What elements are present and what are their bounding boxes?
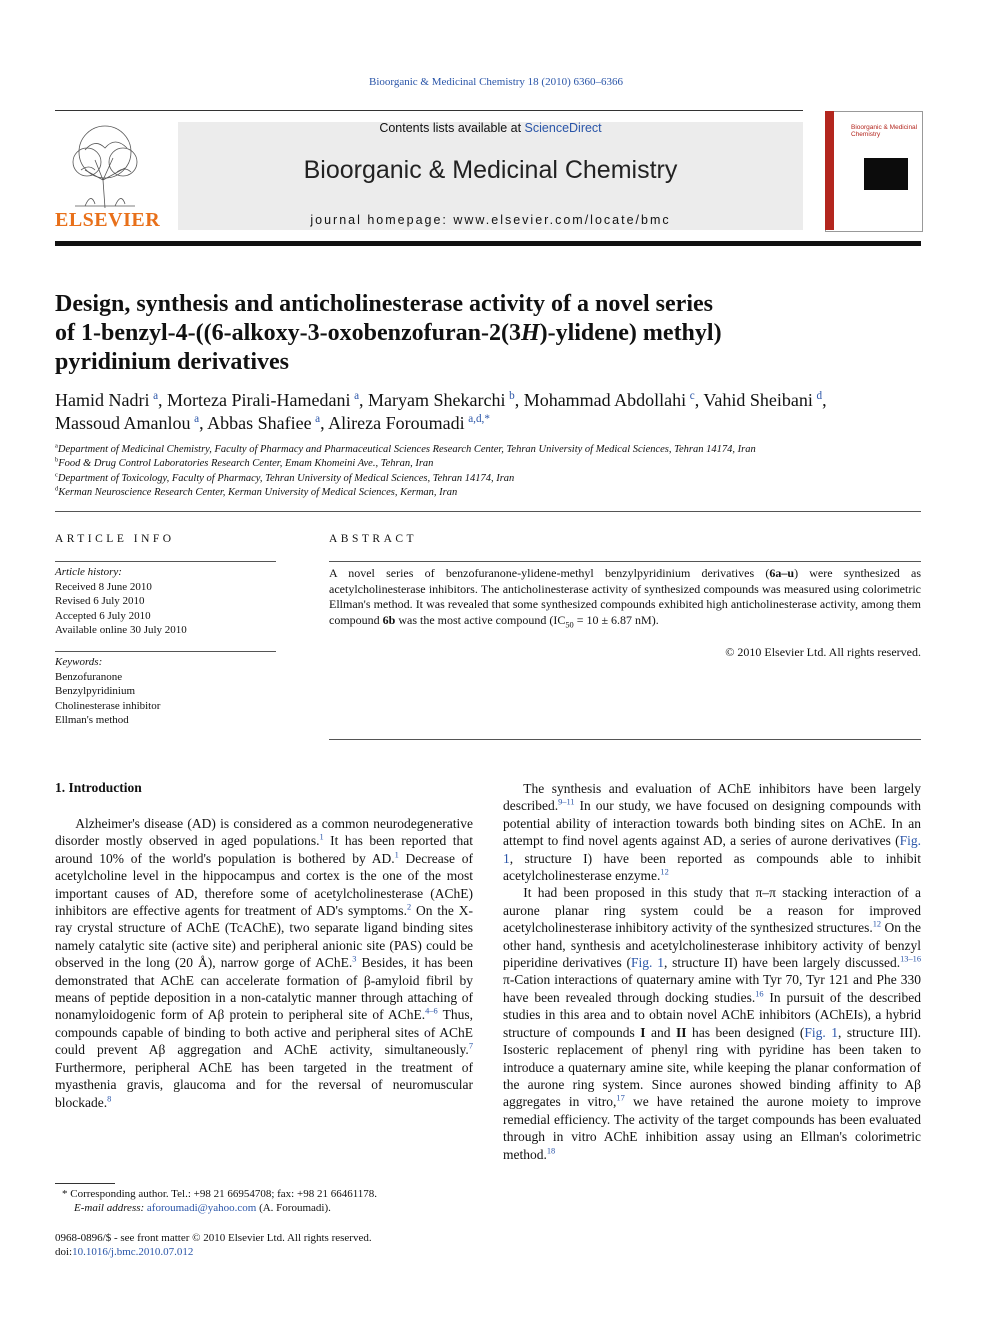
author[interactable]: Morteza Pirali-Hamedani $^a$: [167, 390, 360, 410]
author[interactable]: Alireza Foroumadi $^{a,d,*}$: [328, 413, 490, 433]
author[interactable]: Hamid Nadri $^a$: [55, 390, 159, 410]
header-top-rule: [55, 110, 803, 111]
title-line-2-end: )-ylidene) methyl): [539, 320, 722, 346]
abstract-heading: ABSTRACT: [329, 533, 418, 545]
history-revised: Revised 6 July 2010: [55, 595, 145, 607]
article-history: [55, 565, 276, 638]
history-online: Available online 30 July 2010: [55, 624, 187, 636]
affiliation-d: $^d$Kerman Neuroscience Research Center, Kerman University of Medical Sciences, Kerman, Iran: [55, 485, 458, 498]
title-italic-h: H: [520, 320, 540, 346]
keyword: Cholinesterase inhibitor: [55, 699, 161, 712]
abstract-text: A novel series of benzofuranone-ylidene-methyl benzylpyridinium derivatives (6a–u) were synthesized as acetylcholinesterase inhibitors. The anticholinesterase activity of synthesized compounds was measured using colorimetric Ellman's method. It was revealed that some synthesized compounds exhibited high anticholinesterase activity, among them compound 6b was the most active compound ($IC_{50} = 10 \pm 6.87$ nM).: [329, 566, 921, 630]
intro-paragraph-1: Alzheimer's disease (AD) is considered as a common neurodegenerative disorder mostly observed in aged populations.$^1$ It has been reported that around 10% of the world's population is bothered by AD.$^1$ Decrease of acetylcholine level in the hippocampus and cortex is the one of the most important causes of AD, therefore some of acetylcholinesterase (AChE) inhibitors are effective agents for treatment of AD's symptoms.$^2$ On the X-ray crystal structure of AChE (TcAChE), two separate ligand binding sites namely catalytic site (active site) and peripheral anionic site (PAS) could be observed in the long (20 Å), narrow gorge of AChE.$^3$ Besides, it has been demonstrated that AChE can accelerate formation of β-amyloid fibril by means of peptide deposition in a non-catalytic manner through attaching of nonamyloidogenic form of Aβ protein to peripheral site of AChE.$^{4-6}$ Thus, compounds capable of binding to both active and peripheral sites of AChE could prevent Aβ aggregation and AChE activity, simultaneously.$^7$ Furthermore, peripheral AChE has been targeted in the treatment of myasthenia gravis, glaucoma and for the reversal of neuromuscular blockade.$^8$: [55, 816, 473, 1110]
intro-paragraph-3: It had been proposed in this study that π–π stacking interaction of a aurone planar ring system could be a reason for improved acetylcholinesterase inhibitory activity of the synthesized structures.$^{12}$ On the other hand, synthesis and acetylcholinesterase inhibitory activity of benzyl piperidine derivatives (Fig. 1, structure II) have been largely discussed.$^{13-16}$ π-Cation interactions of quaternary amine with Tyr 70, Tyr 121 and Phe 330 have been revealed through docking studies.$^{16}$ In pursuit of the described studies in this area and to obtain novel AChE inhibitors (AChEIs), a hybrid structure of compounds I and II has been designed (Fig. 1, structure III). Isosteric replacement of phenyl ring with pyridine has been taken to introduce a quaternary amine site, while keeping the planar conformation of the aurone ring system. Since aurones showed binding affinity to Aβ aggregates in vitro,$^{17}$ we have retained the aurone moiety to improve remedial efficiency. The activity of the target compounds has been evaluated through in vitro AChE inhibition assay using an Ellman's colorimetric method.$^{18}$: [503, 885, 921, 1162]
author[interactable]: Massoud Amanlou $^a$: [55, 413, 200, 433]
doi-line: doi:10.1016/j.bmc.2010.07.012: [55, 1246, 194, 1258]
author[interactable]: Vahid Sheibani $^d$: [703, 390, 823, 410]
author[interactable]: Abbas Shafiee $^a$: [207, 413, 321, 433]
article-info-heading: ARTICLE INFO: [55, 533, 175, 545]
history-received: Received 8 June 2010: [55, 580, 152, 593]
keywords-rule: [55, 651, 276, 652]
article-title: [55, 290, 835, 377]
cover-image: [864, 158, 908, 190]
email-line: E-mail address: aforoumadi@yahoo.com (A. Foroumadi).: [74, 1202, 331, 1214]
issn-line: 0968-0896/$ - see front matter © 2010 Elsevier Ltd. All rights reserved.: [55, 1232, 372, 1244]
journal-homepage[interactable]: journal homepage: www.elsevier.com/locate/bmc: [310, 213, 671, 227]
contents-line: [178, 121, 803, 135]
email-link[interactable]: aforoumadi@yahoo.com: [146, 1202, 257, 1214]
corresponding-author: * Corresponding author. Tel.: +98 21 66954708; fax: +98 21 66461178.: [62, 1188, 378, 1200]
history-accepted: Accepted 6 July 2010: [55, 609, 151, 622]
intro-right-column: [503, 780, 921, 1163]
title-line-1: Design, synthesis and anticholinesterase activity of a novel series: [55, 291, 713, 317]
sciencedirect-link[interactable]: ScienceDirect: [524, 121, 602, 135]
keywords: [55, 655, 276, 728]
affiliation-a: $^a$Department of Medicinal Chemistry, Faculty of Pharmacy and Pharmaceutical Sciences Research Center, Tehran University of Medical Sciences, Tehran 14174, Iran: [55, 442, 756, 455]
abstract-rule: [329, 561, 921, 562]
affiliation-b: $^b$Food & Drug Control Laboratories Research Center, Emam Khomeini Ave., Tehran, Iran: [55, 456, 434, 469]
elsevier-tree-logo: [55, 120, 155, 210]
intro-heading: 1. Introduction: [55, 780, 142, 795]
affiliation-rule: [55, 511, 921, 512]
doi-link[interactable]: 10.1016/j.bmc.2010.07.012: [72, 1246, 194, 1258]
author[interactable]: Mohammad Abdollahi $^c$: [523, 390, 695, 410]
abstract-copyright: © 2010 Elsevier Ltd. All rights reserved.: [725, 645, 921, 659]
journal-title: Bioorganic & Medicinal Chemistry: [303, 156, 678, 184]
article-info-rule: [55, 561, 276, 562]
footnote-rule: [55, 1183, 115, 1184]
header-thick-rule: [55, 241, 921, 246]
intro-paragraph-2: The synthesis and evaluation of AChE inhibitors have been largely described.$^{9-11}$ In our study, we have focused on designing compounds with potential ability of interaction towards both binding sites on AChE. In an attempt to find novel agents against AD, a series of aurone derivatives (Fig. 1, structure I) have been reported as compounds able to inhibit acetylcholinesterase enzyme.$^{12}$: [503, 781, 921, 884]
title-line-3: pyridinium derivatives: [55, 349, 290, 375]
contents-prefix: Contents lists available at: [379, 121, 525, 135]
title-line-2: of 1-benzyl-4-((6-alkoxy-3-oxobenzofuran-2(3: [55, 320, 521, 346]
keyword: Benzylpyridinium: [55, 685, 136, 697]
cover-stripe: [825, 111, 834, 230]
elsevier-wordmark: ELSEVIER: [55, 209, 161, 231]
affiliation-c: $^c$Department of Toxicology, Faculty of Pharmacy, Tehran University of Medical Sciences, Tehran 14174, Iran: [55, 471, 515, 484]
author[interactable]: Maryam Shekarchi $^b$: [368, 390, 515, 410]
abstract-bottom-rule: [329, 739, 921, 740]
history-label: Article history:: [55, 566, 122, 578]
keywords-label: Keywords:: [55, 656, 103, 668]
journal-reference[interactable]: Bioorganic & Medicinal Chemistry 18 (2010) 6360–6366: [369, 76, 623, 88]
keyword: Benzofuranone: [55, 670, 123, 683]
keyword: Ellman's method: [55, 714, 129, 726]
author-list: Hamid Nadri $^a$, Morteza Pirali-Hamedani $^a$, Maryam Shekarchi $^b$, Mohammad Abdollahi $^c$, Vahid Sheibani $^d$, Massoud Amanlou $^a$, Abbas Shafiee $^a$, Alireza Foroumadi $^{a,d,*}$: [55, 390, 827, 433]
cover-title: Bioorganic & Medicinal Chemistry: [851, 124, 918, 139]
